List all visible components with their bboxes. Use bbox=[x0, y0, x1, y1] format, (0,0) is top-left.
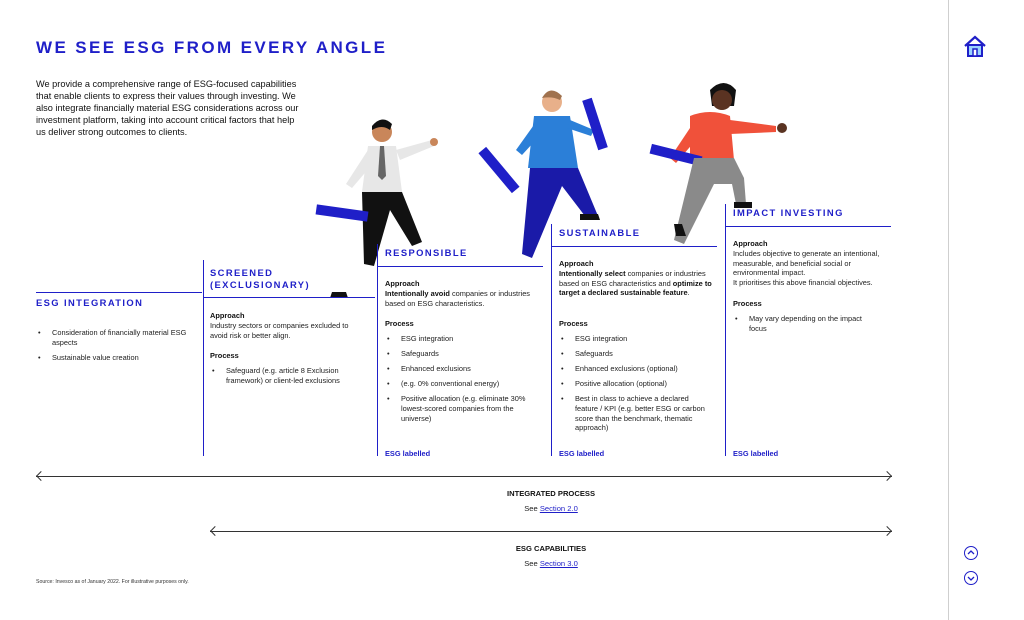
stage-divider bbox=[377, 244, 378, 456]
step-line-esg bbox=[36, 292, 202, 293]
responsible-bullets bbox=[385, 334, 535, 429]
list-item: • Consideration of financially material ESG aspects bbox=[36, 328, 196, 347]
list-item: • Best in class to achieve a declared feature / KPI (e.g. better ESG or carbon score than the benchmark, thematic approach) bbox=[559, 394, 709, 432]
esg-capabilities-arrow bbox=[210, 531, 892, 532]
list-item: • Positive allocation (optional) bbox=[559, 379, 709, 389]
step-line-screened bbox=[203, 297, 375, 298]
section-3-link[interactable]: Section 3.0 bbox=[539, 559, 578, 568]
step-line-sustainable bbox=[551, 246, 717, 247]
capabilities-see-text: See Section 3.0 bbox=[524, 559, 578, 568]
stage-title-esg-integration: ESG INTEGRATION bbox=[36, 297, 144, 308]
stage-title-impact: IMPACT INVESTING bbox=[733, 207, 844, 218]
right-rail-divider bbox=[948, 0, 949, 620]
list-item: • Safeguard (e.g. article 8 Exclusion framework) or client-led exclusions bbox=[210, 366, 365, 385]
chevron-down-icon bbox=[965, 572, 977, 584]
approach-label: Approach bbox=[210, 311, 245, 320]
esg-labelled-tag: ESG labelled bbox=[733, 449, 779, 458]
step-line-responsible bbox=[377, 266, 543, 267]
approach-text: Intentionally avoid companies or industries based on ESG characteristics. bbox=[385, 289, 530, 308]
approach-text: Includes objective to generate an intentional, measurable, and beneficial social or environmental impact. It prioritises this above financial objectives. bbox=[733, 249, 880, 287]
page-title: WE SEE ESG FROM EVERY ANGLE bbox=[36, 38, 388, 57]
source-note: Source: Invesco as of January 2022. For illustrative purposes only. bbox=[36, 579, 189, 585]
esg-labelled-tag: ESG labelled bbox=[385, 449, 431, 458]
integrated-process-arrow bbox=[36, 476, 892, 477]
integrated-see-text: See Section 2.0 bbox=[524, 504, 578, 513]
approach-label: Approach bbox=[385, 279, 420, 288]
scroll-up-button[interactable] bbox=[964, 546, 978, 560]
stage-divider bbox=[725, 204, 726, 456]
list-item: • Safeguards bbox=[559, 349, 709, 359]
scroll-down-button[interactable] bbox=[964, 571, 978, 585]
screened-bullets bbox=[210, 366, 365, 391]
stage-divider bbox=[203, 260, 204, 456]
chevron-up-icon bbox=[965, 547, 977, 559]
list-item: • Enhanced exclusions bbox=[385, 364, 535, 374]
approach-text: Industry sectors or companies excluded to avoid risk or better align. bbox=[210, 321, 349, 340]
step-line-impact bbox=[725, 226, 891, 227]
list-item: • Sustainable value creation bbox=[36, 353, 196, 363]
list-item: • (e.g. 0% conventional energy) bbox=[385, 379, 535, 389]
process-label: Process bbox=[733, 299, 762, 308]
sustainable-bullets bbox=[559, 334, 709, 438]
esg-labelled-tag: ESG labelled bbox=[559, 449, 605, 458]
esg-integration-bullets bbox=[36, 328, 196, 368]
esg-capabilities-label: ESG CAPABILITIES bbox=[515, 544, 587, 553]
list-item: • Positive allocation (e.g. eliminate 30% lowest-scored companies from the universe) bbox=[385, 394, 535, 423]
home-button[interactable] bbox=[962, 34, 988, 60]
intro-text: We provide a comprehensive range of ESG-focused capabilities that enable clients to express their values through investing. We also integrate financially material ESG considerations across our investment platform, taking into account critical factors that help us deliver strong outcomes to clients. bbox=[36, 79, 299, 137]
process-label: Process bbox=[385, 319, 414, 328]
integrated-process-label: INTEGRATED PROCESS bbox=[506, 489, 596, 498]
list-item: • Enhanced exclusions (optional) bbox=[559, 364, 709, 374]
approach-text: Intentionally select companies or industries based on ESG characteristics and optimize to target a declared sustainable feature. bbox=[559, 269, 712, 298]
home-icon bbox=[962, 34, 988, 60]
process-label: Process bbox=[559, 319, 588, 328]
stage-title-sustainable: SUSTAINABLE bbox=[559, 227, 641, 238]
process-label: Process bbox=[210, 351, 239, 360]
list-item: • ESG integration bbox=[385, 334, 535, 344]
stage-divider bbox=[551, 224, 552, 456]
list-item: • ESG integration bbox=[559, 334, 709, 344]
impact-bullets bbox=[733, 314, 863, 339]
approach-label: Approach bbox=[559, 259, 594, 268]
stage-title-screened: SCREENED (EXCLUSIONARY) bbox=[210, 267, 310, 290]
approach-label: Approach bbox=[733, 239, 768, 248]
stage-title-responsible: RESPONSIBLE bbox=[385, 247, 468, 258]
section-2-link[interactable]: Section 2.0 bbox=[539, 504, 578, 513]
person-runner bbox=[650, 83, 787, 244]
list-item: • Safeguards bbox=[385, 349, 535, 359]
list-item: • May vary depending on the impact focus bbox=[733, 314, 863, 333]
